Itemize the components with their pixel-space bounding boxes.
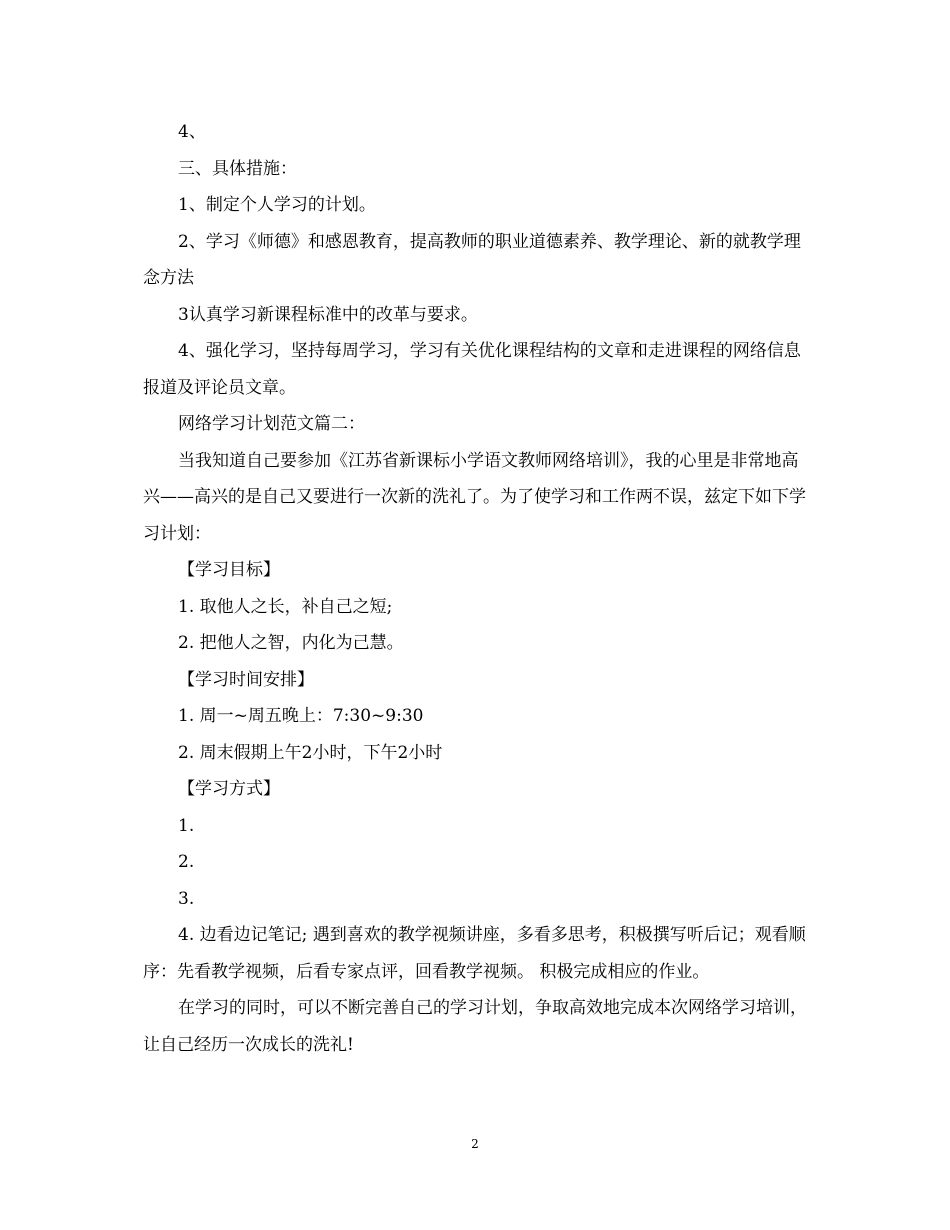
list-item: 1. 取他人之长，补自己之短; xyxy=(178,596,393,617)
list-item: 4. 边看边记笔记; 遇到喜欢的教学视频讲座，多看多思考，积极撰写听后记；观看顺序：先看教学视频，后看专家点评，回看教学视频。 积极完成相应的作业。 xyxy=(143,925,806,982)
paragraph: 1、制定个人学习的计划。 xyxy=(178,195,376,215)
list-item: 2. 把他人之智，内化为己慧。 xyxy=(178,633,404,653)
paragraph: 2、学习《师德》和感恩教育，提高教师的职业道德素养、教学理论、新的就教学理念方法 xyxy=(143,231,801,288)
list-item: 1. xyxy=(178,815,195,836)
list-item: 2. xyxy=(178,852,195,872)
page-number: 2 xyxy=(471,1137,479,1151)
section-heading: 【学习目标】 xyxy=(178,560,280,580)
section-heading: 【学习时间安排】 xyxy=(178,669,314,690)
list-item: 3. xyxy=(178,888,195,909)
article-title: 网络学习计划范文篇二： xyxy=(178,414,365,434)
section-heading: 三、具体措施： xyxy=(178,158,297,179)
document-body xyxy=(143,114,811,1063)
list-item: 2. 周末假期上午2小时，下午2小时 xyxy=(178,742,443,763)
list-item: 1. 周一~周五晚上：7:30~9:30 xyxy=(178,706,424,726)
paragraph: 3认真学习新课程标准中的改革与要求。 xyxy=(178,304,478,325)
paragraph: 当我知道自己要参加《江苏省新课标小学语文教师网络培训》，我的心里是非常地高兴——高兴的是自己又要进行一次新的洗礼了。为了使学习和工作两不误，兹定下如下学习计划： xyxy=(143,450,806,544)
paragraph: 4、 xyxy=(178,122,206,142)
section-heading: 【学习方式】 xyxy=(178,779,280,799)
paragraph: 在学习的同时，可以不断完善自己的学习计划，争取高效地完成本次网络学习培训，让自己经历一次成长的洗礼! xyxy=(143,998,807,1055)
paragraph: 4、强化学习，坚持每周学习，学习有关优化课程结构的文章和走进课程的网络信息报道及评论员文章。 xyxy=(143,341,801,398)
